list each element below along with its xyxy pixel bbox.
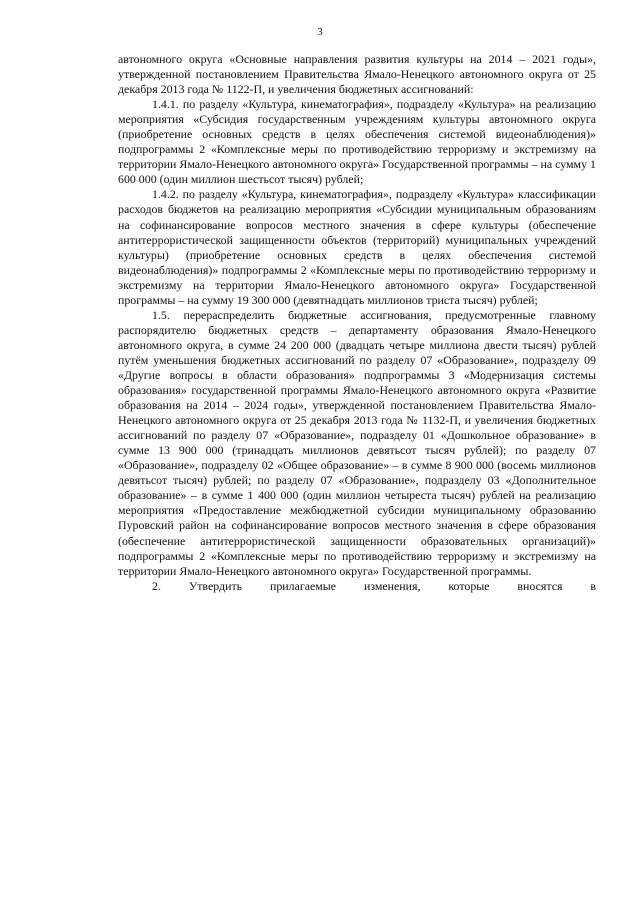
paragraph-2: 2. Утвердить прилагаемые изменения, которые вносятся в <box>152 578 596 593</box>
paragraph-1-4-2: 1.4.2. по разделу «Культура, кинематография», подразделу «Культура» классификации расходов бюджетов на реализацию мероприятия «Субсидии муниципальным образованиям на софинансирование вопросов местного значения в сфере культуры (обеспечение антитеррористической защищенности объектов (территорий) муниципальных учреждений культуры) (приобретение основных средств в целях обеспечения системой видеонаблюдения)» подпрограммы 2 «Комплексные меры по противодействию терроризму и экстремизму на территории Ямало-Ненецкого автономного округа» Государственной программы – на сумму 19 300 000 (девятнадцать миллионов триста тысяч) рублей; <box>118 187 596 307</box>
document-body <box>118 52 596 594</box>
paragraph-1-5: 1.5. перераспределить бюджетные ассигнования, предусмотренные главному распорядителю бюджетных средств – департаменту образования Ямало-Ненецкого автономного округа, в сумме 24 200 000 (двадцать четыре миллиона двести тысяч) рублей путём уменьшения бюджетных ассигнований по разделу 07 «Образование», подразделу 09 «Другие вопросы в области образования» подпрограммы 3 «Модернизация системы образования» государственной программы Ямало-Ненецкого автономного округа «Развитие образования на 2014 – 2024 годы», утвержденной постановлением Правительства Ямало-Ненецкого автономного округа от 25 декабря 2013 года № 1132-П, и увеличения бюджетных ассигнований по разделу 07 «Образование», подразделу 01 «Дошкольное образование» в сумме 13 900 000 (тринадцать миллионов девятьсот тысяч рублей); по разделу 07 «Образование», подразделу 02 «Общее образование» – в сумме 8 900 000 (восемь миллионов девятьсот тысяч) рублей; по разделу 07 «Образование», подразделу 03 «Дополнительное образование» – в сумме 1 400 000 (один миллион четыреста тысяч) рублей на реализацию мероприятия «Предоставление межбюджетной субсидии муниципальному образованию Пуровский район на софинансирование вопросов местного значения в сфере образования (обеспечение антитеррористической защищенности образовательных организаций)» подпрограммы 2 «Комплексные меры по противодействию терроризму и экстремизму на территории Ямало-Ненецкого автономного округа» Государственной программы. <box>118 307 596 578</box>
page-number: 3 <box>317 26 323 38</box>
paragraph-continuation: автономного округа «Основные направления развития культуры на 2014 – 2021 годы», утвержденной постановлением Правительства Ямало-Ненецкого автономного округа от 25 декабря 2013 года № 1122-П, и увеличения бюджетных ассигнований: <box>118 52 596 97</box>
paragraph-1-4-1: 1.4.1. по разделу «Культура, кинематография», подразделу «Культура» на реализацию мероприятия «Субсидия государственным учреждениям культуры автономного округа (приобретение основных средств в целях обеспечения системой видеонаблюдения)» подпрограммы 2 «Комплексные меры по противодействию терроризму и экстремизму на территории Ямало-Ненецкого автономного округа» Государственной программы – на сумму 1 600 000 (один миллион шестьсот тысяч) рублей; <box>118 97 596 187</box>
